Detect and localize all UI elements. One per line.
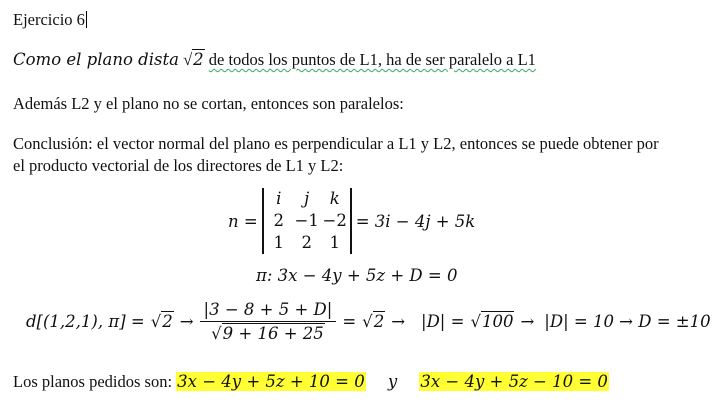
line1-rest: de todos los puntos de L1, ha de ser paralelo a L1 xyxy=(208,50,536,69)
distance-fraction: $\frac{|3 - 8 + 5 + D|}{√9 + 16 + 25}$ xyxy=(200,300,337,343)
normal-vector-equation: n = i j k 2 −1 −2 1 2 1 = 3i − 4j + 5k xyxy=(228,189,476,252)
plane-answer-1: 3x − 4y + 5z + 10 = 0 xyxy=(177,372,365,391)
sqrt-2-b: √2 xyxy=(362,312,385,331)
plane-answer-2: 3x − 4y + 5z − 10 = 0 xyxy=(420,372,608,391)
text-cursor xyxy=(86,11,87,28)
sqrt-2: √2 xyxy=(183,50,204,69)
line-parallel-l2: Además L2 y el plano no se cortan, entonces son paralelos: xyxy=(13,94,404,113)
matrix-cell: i xyxy=(276,189,282,208)
matrix-cell: 1 xyxy=(329,233,340,252)
matrix-cell: −1 xyxy=(294,211,319,230)
matrix-cell: 2 xyxy=(301,233,312,252)
conclusion-line-b: el producto vectorial de los directores de L1 y L2: xyxy=(13,156,344,175)
distance-equation: d[(1,2,1), π] = √2 → $\frac{|3 - 8 + 5 + D|}{√9 + 16 + 25}$ = √2 → |D| = √100 → |D| = 10 → D = ±10 xyxy=(26,300,711,343)
matrix-cell: 2 xyxy=(273,211,284,230)
determinant-matrix xyxy=(262,188,352,254)
line-plane-distance: Como el plano dista √2 de todos los puntos de L1, ha de ser paralelo a L1 xyxy=(13,50,536,69)
conclusion-line-a: Conclusión: el vector normal del plano es perpendicular a L1 y L2, entonces se puede obtener por xyxy=(13,134,659,153)
matrix-cell: 1 xyxy=(273,233,284,252)
sqrt-2-a: √2 xyxy=(150,312,173,331)
plane-equation: π: 3x − 4y + 5z + D = 0 xyxy=(256,266,458,285)
matrix-cell: j xyxy=(304,189,310,208)
final-answer: Los planos pedidos son: 3x − 4y + 5z + 10 = 0 y 3x − 4y + 5z − 10 = 0 xyxy=(13,372,608,391)
exercise-title: Ejercicio 6 xyxy=(13,10,85,29)
sqrt-100: √100 xyxy=(470,312,514,331)
matrix-cell: k xyxy=(329,189,340,208)
matrix-cell: −2 xyxy=(322,211,347,230)
